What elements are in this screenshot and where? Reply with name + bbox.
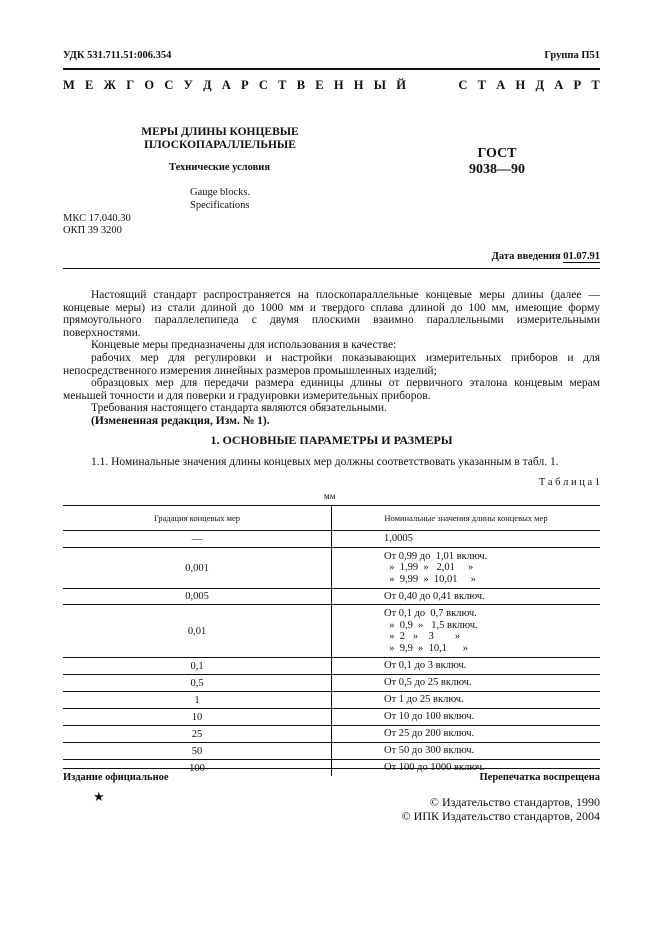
- banner-letter: Ж: [103, 78, 116, 92]
- banner-letter: С: [258, 78, 268, 92]
- clause-1-1-text: 1.1. Номинальные значения длины концевых мер должны соответствовать указанным в табл. 1.: [91, 456, 559, 468]
- banner-letter: В: [296, 78, 306, 92]
- copyright: [402, 795, 600, 823]
- nominal-cell: [332, 589, 601, 605]
- english-title-line1: Gauge blocks.: [190, 187, 251, 198]
- gost-code: 9038—90: [469, 162, 525, 177]
- nominal-cell: [332, 709, 601, 726]
- banner-letter: Е: [315, 78, 324, 92]
- table-row: [63, 589, 600, 605]
- table-1: [63, 505, 600, 776]
- gradation-cell: 0,01: [63, 605, 332, 658]
- nominal-value-line: От 0,5 до 25 включ.: [384, 677, 472, 689]
- nominal-value-line: От 0,1 до 3 включ.: [384, 660, 467, 672]
- doc-title-line2: ПЛОСКОПАРАЛЛЕЛЬНЫЕ: [144, 138, 296, 151]
- amendment-note: (Измененная редакция, Изм. № 1).: [91, 414, 270, 427]
- gradation-cell: 0,5: [63, 675, 332, 692]
- nominal-value-line: » 1,99 » 2,01 »: [384, 562, 474, 574]
- nominal-cell: [332, 675, 601, 692]
- intro-paragraph: Концевые меры предназначены для использования в качестве:: [91, 339, 397, 352]
- intro-paragraph: Настоящий стандарт распространяется на плоскопараллельные концевые меры длины (далее — концевые меры) из стали длиной до 1000 мм и твердого сплава длиной до 100 мм, имеющие форму прямоугольного параллелепипеда с двумя плоскими взаимно параллельными измерительными поверхностями.: [63, 289, 600, 339]
- header-gradation: Градация концевых мер: [63, 506, 332, 531]
- effective-date-value: 01.07.91: [563, 251, 600, 262]
- banner-gap: [416, 78, 448, 93]
- banner-letter: М: [63, 78, 75, 92]
- official-edition: Издание официальное: [63, 772, 169, 783]
- header-nominal: Номинальные значения длины концевых мер: [332, 506, 601, 531]
- nominal-cell: [332, 743, 601, 760]
- banner-letter: Н: [333, 78, 344, 92]
- footer-rule: [63, 768, 600, 769]
- title-rule: [63, 268, 600, 269]
- table-row: [63, 726, 600, 743]
- gost-label: ГОСТ: [477, 146, 517, 161]
- table-row: [63, 605, 600, 658]
- table-row: [63, 692, 600, 709]
- banner-letter: Д: [202, 78, 212, 92]
- nominal-value-line: » 9,99 » 10,01 »: [384, 573, 476, 585]
- banner-letter: Н: [353, 78, 364, 92]
- table-row: [63, 675, 600, 692]
- interstate-standard-banner: [63, 78, 600, 93]
- udk-code: УДК 531.711.51:006.354: [63, 50, 172, 61]
- english-title-line2: Specifications: [190, 200, 250, 211]
- table-row: [63, 709, 600, 726]
- doc-title-line1: МЕРЫ ДЛИНЫ КОНЦЕВЫЕ: [141, 126, 299, 138]
- banner-letter: Т: [278, 78, 287, 92]
- nominal-value-line: » 9,9 » 10,1 »: [384, 642, 468, 654]
- nominal-cell: [332, 726, 601, 743]
- effective-date: [492, 251, 600, 262]
- table-row: [63, 743, 600, 760]
- clause-1-1: [63, 456, 600, 469]
- star-icon: ★: [93, 789, 105, 804]
- okp-code: ОКП 39 3200: [63, 224, 122, 236]
- gradation-cell: 50: [63, 743, 332, 760]
- banner-letter: Г: [126, 78, 135, 92]
- banner-letter: А: [221, 78, 231, 92]
- intro-paragraph: рабочих мер для регулировки и настройки показывающих измерительных приборов и для непосредственного измерения линейных размеров промышленных изделий;: [63, 351, 600, 377]
- nominal-value-line: От 50 до 300 включ.: [384, 745, 475, 757]
- banner-letter: Р: [241, 78, 249, 92]
- nominal-value-line: От 100 до 1000 включ.: [384, 762, 485, 774]
- nominal-value-line: От 0,1 до 0,7 включ.: [384, 608, 477, 619]
- table-header-row: [63, 506, 600, 531]
- mks-code: МКС 17.040.30: [63, 213, 131, 224]
- banner-letter: А: [554, 78, 564, 92]
- doc-title: [135, 126, 305, 151]
- copyright-line2: © ИПК Издательство стандартов, 2004: [401, 809, 600, 823]
- banner-letter: Н: [515, 78, 526, 92]
- effective-date-label: Дата введения: [491, 251, 561, 262]
- doc-subtitle: Технические условия: [169, 162, 271, 173]
- table-row: [63, 658, 600, 675]
- gradation-cell: 0,1: [63, 658, 332, 675]
- gradation-cell: 25: [63, 726, 332, 743]
- banner-letter: С: [164, 78, 174, 92]
- classification-codes: [63, 213, 131, 236]
- gradation-cell: 0,005: [63, 589, 332, 605]
- section-heading: 1. ОСНОВНЫЕ ПАРАМЕТРЫ И РАЗМЕРЫ: [210, 433, 453, 447]
- nominal-value-line: » 0,9 » 1,5 включ.: [384, 619, 478, 631]
- banner-letter: Ы: [373, 78, 387, 92]
- nominal-value-line: » 2 » 3 »: [384, 631, 461, 642]
- nominal-value-line: От 0,40 до 0,41 включ.: [384, 590, 485, 602]
- table-row: [63, 531, 600, 548]
- gost-number: [466, 146, 528, 178]
- table-unit: мм: [324, 491, 336, 501]
- intro-paragraph: образцовых мер для передачи размера единицы длины от первичного эталона концевым мерам меньшей точности и для поверки и градуировки измерительных приборов.: [63, 377, 600, 402]
- banner-letter: Й: [396, 78, 406, 92]
- nominal-cell: [332, 658, 601, 675]
- intro-text: [63, 289, 600, 428]
- banner-letter: С: [458, 78, 468, 92]
- banner-letter: О: [144, 78, 155, 92]
- table-row: [63, 548, 600, 589]
- copyright-line1: © Издательство стандартов, 1990: [429, 795, 600, 809]
- nominal-cell: [332, 692, 601, 709]
- banner-letter: Е: [85, 78, 94, 92]
- banner-letter: Р: [573, 78, 582, 92]
- banner-letter: У: [183, 78, 193, 92]
- nominal-value-line: От 10 до 100 включ.: [384, 711, 475, 723]
- nominal-value-line: От 25 до 200 включ.: [384, 728, 475, 740]
- banner-letter: Т: [477, 78, 487, 92]
- gradation-cell: —: [63, 531, 332, 548]
- table-label: Т а б л и ц а 1: [538, 477, 600, 488]
- reprint-prohibited: Перепечатка воспрещена: [479, 772, 600, 783]
- gradation-cell: 100: [63, 760, 332, 777]
- english-title: [190, 186, 250, 212]
- header-rule: [63, 68, 600, 70]
- banner-letter: Т: [591, 78, 600, 92]
- gradation-cell: 10: [63, 709, 332, 726]
- gradation-cell: 0,001: [63, 548, 332, 589]
- nominal-value-line: 1,0005: [384, 533, 413, 545]
- gradation-cell: 1: [63, 692, 332, 709]
- nominal-value-line: От 1 до 25 включ.: [384, 694, 464, 706]
- nominal-cell: [332, 605, 601, 658]
- banner-letter: Д: [535, 78, 545, 92]
- nominal-cell: [332, 531, 601, 548]
- nominal-value-line: От 0,99 до 1,01 включ.: [384, 550, 488, 562]
- intro-paragraph: Требования настоящего стандарта являются обязательными.: [91, 402, 387, 415]
- banner-letter: А: [496, 78, 506, 92]
- nominal-cell: [332, 548, 601, 589]
- group-code: Группа П51: [544, 50, 600, 61]
